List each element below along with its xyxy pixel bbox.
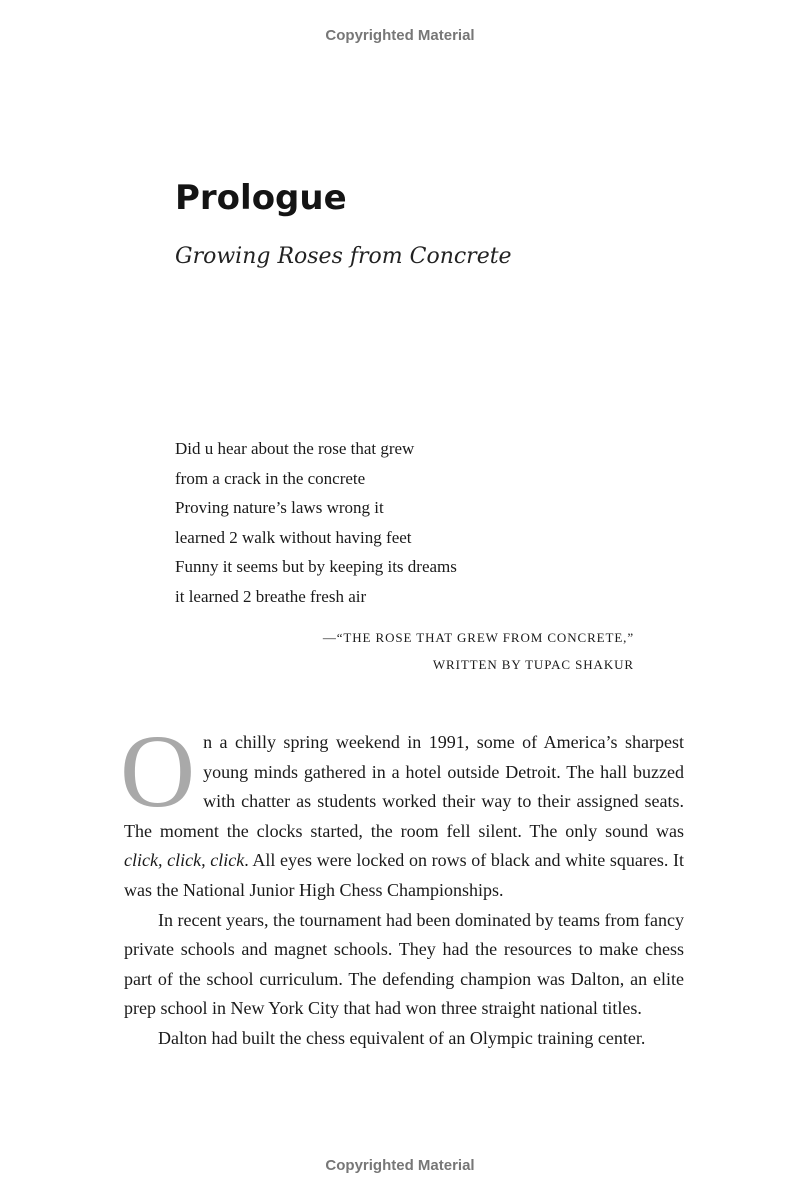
attribution-title: —“THE ROSE THAT GREW FROM CONCRETE,”	[322, 630, 634, 645]
paragraph-1-emphasis: click, click, click	[124, 850, 245, 871]
chapter-title: Prologue	[175, 178, 347, 218]
poem-line: Funny it seems but by keeping its dreams	[175, 557, 457, 577]
epigraph-attribution	[300, 624, 634, 678]
attribution-author: WRITTEN BY TUPAC SHAKUR	[432, 657, 634, 672]
copyright-watermark-bottom: Copyrighted Material	[325, 1157, 475, 1174]
paragraph-2: In recent years, the tournament had been dominated by teams from fancy private schools and magnet schools. They had the resources to make chess part of the school curriculum. The defending champion was Dalton, an elite prep school in New York City that had won three straight national titles.	[124, 909, 684, 1019]
epigraph-poem	[175, 434, 555, 612]
copyright-watermark-top: Copyrighted Material	[325, 27, 475, 44]
poem-line: learned 2 walk without having feet	[175, 527, 412, 547]
drop-cap: O	[120, 714, 196, 829]
paragraph-1-text-a: n a chilly spring weekend in 1991, some of America’s sharpest young minds gathered in a hotel outside Detroit. The hall buzzed with chatter as students worked their way to their assigned seats. The moment the clocks started, the room fell silent. The only sound was	[124, 732, 684, 841]
poem-line: from a crack in the concrete	[175, 468, 366, 488]
paragraph-3: Dalton had built the chess equivalent of an Olympic training center.	[158, 1027, 646, 1048]
chapter-subtitle: Growing Roses from Concrete	[175, 244, 512, 269]
body-text	[120, 714, 684, 1054]
poem-line: it learned 2 breathe fresh air	[175, 586, 367, 606]
paragraph-1	[120, 714, 684, 906]
poem-line: Did u hear about the rose that grew	[175, 439, 415, 458]
poem-line: Proving nature’s laws wrong it	[175, 498, 384, 518]
paragraph-1-text-b: . All eyes were locked on rows of black and white squares. It was the National Junior High Chess Championships.	[124, 850, 684, 900]
